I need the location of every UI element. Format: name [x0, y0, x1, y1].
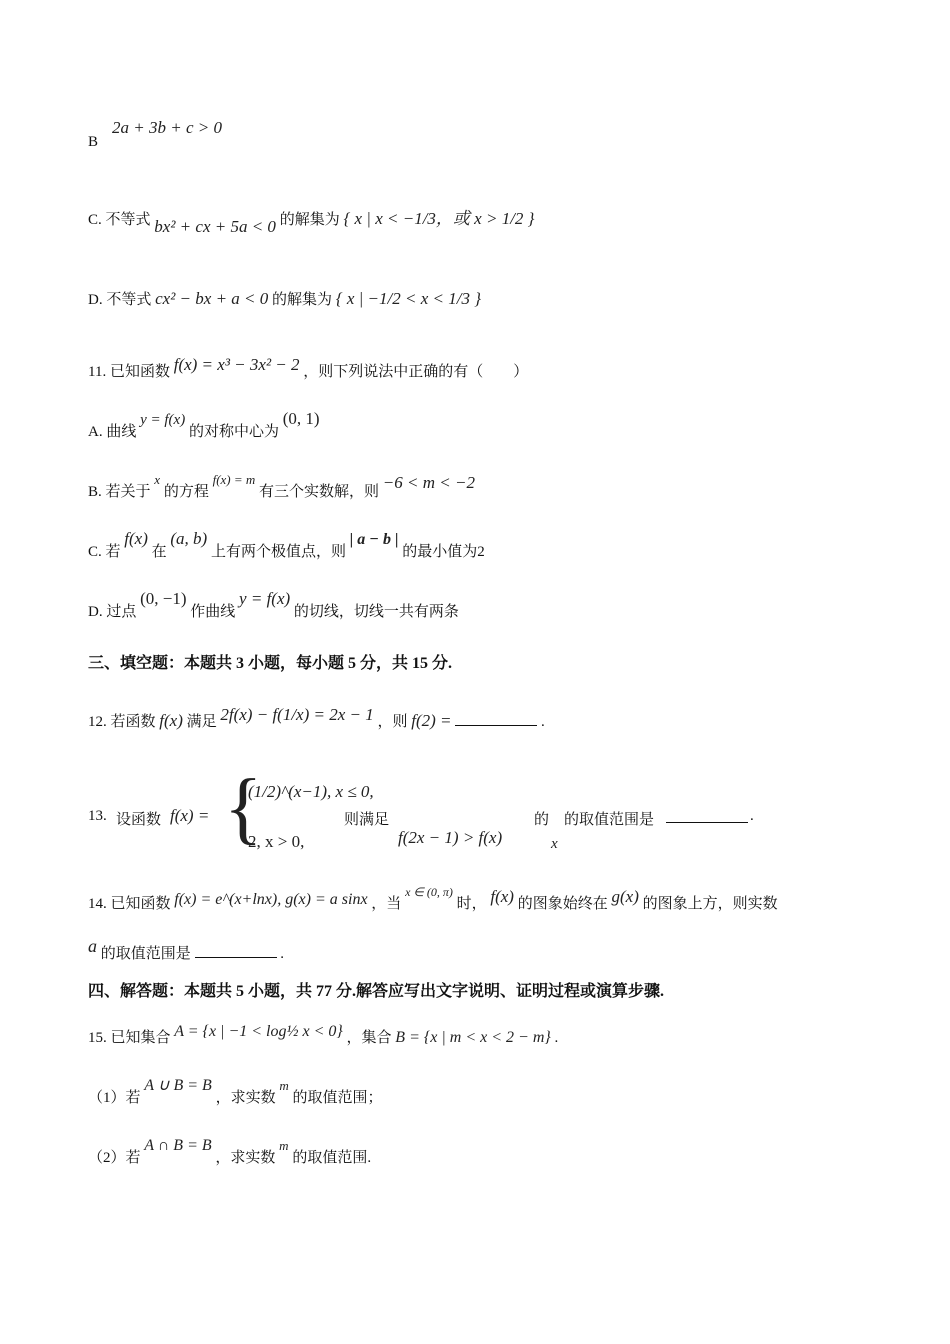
q12-pre: 若函数	[110, 714, 156, 730]
q11-b-mid2: 有三个实数解，则	[259, 484, 380, 500]
q11-c-function: f(x)	[124, 529, 148, 548]
q10-option-d-mid: 的解集为	[272, 292, 333, 308]
q11-option-b	[88, 472, 475, 501]
q11-stem-pre: 已知函数	[109, 364, 170, 380]
q14-line2	[88, 936, 285, 963]
q15-set-a: A = {x | −1 < log½ x < 0}	[174, 1023, 343, 1040]
q10-option-b-label: B	[88, 134, 99, 150]
q15-part1	[88, 1077, 383, 1107]
q11-c-label: C.	[88, 544, 102, 560]
q11-b-label: B.	[88, 484, 102, 500]
q13-number: 13.	[88, 808, 107, 824]
q15-number: 15.	[88, 1030, 107, 1046]
q10-option-d	[88, 288, 481, 309]
q13-case1: (1/2)^(x−1), x ≤ 0,	[248, 782, 374, 801]
q15-end: .	[554, 1030, 559, 1046]
q11-d-curve: y = f(x)	[239, 589, 291, 608]
q11-b-mid1: 的方程	[163, 484, 209, 500]
q11-d-point: (0, −1)	[140, 589, 187, 608]
q10-option-c-label: C.	[88, 212, 102, 228]
q11-a-curve: y = f(x)	[140, 412, 186, 428]
q11-b-equation: f(x) = m	[212, 472, 256, 487]
q15-p2-var: m	[279, 1138, 289, 1153]
q13-var: x	[551, 836, 558, 852]
q12-equation: 2f(x) − f(1/x) = 2x − 1	[220, 705, 374, 724]
q11-a-mid: 的对称中心为	[188, 424, 279, 440]
q12-post1: ，则	[377, 714, 408, 730]
q14-g: g(x)	[611, 887, 639, 906]
q11-b-range: −6 < m < −2	[382, 473, 475, 492]
q11-d-post: 的切线，切线一共有两条	[293, 604, 459, 620]
q10-option-d-inequality: cx² − bx + a < 0	[155, 289, 269, 308]
q15-part2	[88, 1137, 372, 1167]
q14-mid2: 时，	[456, 896, 487, 912]
q10-option-c-mid: 的解集为	[279, 212, 340, 228]
q11-c-pre: 若	[105, 544, 121, 560]
q15-pre: 已知集合	[110, 1030, 171, 1046]
section-3-heading: 三、填空题：本题共 3 小题，每小题 5 分，共 15 分.	[88, 655, 453, 672]
q11-c-mid1: 在	[151, 544, 167, 560]
q15-p2-post: 的取值范围.	[292, 1150, 372, 1166]
q13-end: .	[750, 808, 754, 824]
q14-var-a: a	[88, 936, 97, 956]
q15-set-b: B = {x | m < x < 2 − m}	[395, 1029, 551, 1046]
q13-mid1: 则满足	[344, 812, 390, 828]
q11-b-pre: 若关于	[105, 484, 151, 500]
q11-c-abs: | a − b |	[349, 531, 399, 548]
q15-p1-var: m	[279, 1078, 289, 1093]
q11-option-c	[88, 529, 485, 561]
q15-p1-post: 的取值范围；	[292, 1090, 383, 1106]
q12-answer-blank[interactable]	[455, 711, 537, 726]
q14-answer-blank[interactable]	[195, 943, 277, 958]
q11-d-pre: 过点	[106, 604, 137, 620]
q12-function: f(x)	[159, 711, 183, 730]
q11-a-point: (0, 1)	[282, 409, 320, 428]
q15-p2-mid: ，求实数	[215, 1150, 276, 1166]
q15-p2-label: （2）若	[88, 1150, 141, 1166]
q14-functions: f(x) = e^(x+lnx), g(x) = a sinx	[174, 891, 368, 908]
q11-option-a	[88, 409, 320, 441]
q12-post2: .	[541, 714, 545, 730]
q11-a-label: A.	[88, 424, 103, 440]
q12-mid: 满足	[186, 714, 217, 730]
q11-function: f(x) = x³ − 3x² − 2	[173, 355, 300, 374]
q12-number: 12.	[88, 714, 107, 730]
q15-mid: ，集合	[346, 1030, 392, 1046]
q13-pre: 设函数	[116, 812, 162, 828]
q14-end: .	[280, 946, 285, 962]
q11-a-pre: 曲线	[106, 424, 137, 440]
q13-post: 的取值范围是	[564, 812, 655, 828]
q11-d-mid: 作曲线	[190, 604, 236, 620]
q11-c-post: 的最小值为2	[402, 544, 485, 560]
q11-c-mid2: 上有两个极值点，则	[210, 544, 346, 560]
q14-post: 的图象上方，则实数	[642, 896, 778, 912]
q14-f: f(x)	[490, 887, 514, 906]
q14-line1	[88, 885, 778, 913]
q13-condition: f(2x − 1) > f(x)	[398, 828, 503, 847]
q14-domain: x ∈ (0, π)	[405, 885, 453, 899]
q11-stem	[88, 355, 529, 381]
q13-brace: {	[224, 764, 263, 852]
q15-p1-condition: A ∪ B = B	[144, 1077, 212, 1094]
q14-mid3: 的图象始终在	[517, 896, 608, 912]
q13-case2: 2, x > 0,	[248, 832, 305, 851]
q14-number: 14.	[88, 896, 107, 912]
q15-p1-mid: ，求实数	[215, 1090, 276, 1106]
q11-option-d	[88, 589, 459, 621]
section-4-heading: 四、解答题：本题共 5 小题，共 77 分.解答应写出文字说明、证明过程或演算步骤.	[88, 983, 665, 1000]
q11-c-interval: (a, b)	[170, 529, 208, 548]
q13-answer-blank[interactable]	[666, 808, 748, 823]
q11-stem-post: ，则下列说法中正确的有（ ）	[303, 364, 529, 380]
q15-p2-condition: A ∩ B = B	[144, 1137, 212, 1154]
q10-option-c-set: { x | x < −1/3，或 x > 1/2 }	[343, 209, 535, 228]
q14-mid1: ，当	[371, 896, 402, 912]
q13	[88, 764, 888, 858]
q10-option-c-inequality: bx² + cx + 5a < 0	[154, 217, 276, 236]
q10-option-d-set: { x | −1/2 < x < 1/3 }	[335, 289, 482, 308]
q15-stem	[88, 1023, 559, 1047]
q10-option-b-math: 2a + 3b + c > 0	[112, 118, 222, 137]
q13-mid2: 的	[534, 812, 550, 828]
q13-function: f(x) =	[170, 806, 210, 825]
q12	[88, 705, 545, 731]
q11-number: 11.	[88, 364, 107, 380]
q10-option-c-pre: 不等式	[105, 212, 151, 228]
q15-p1-label: （1）若	[88, 1090, 141, 1106]
q12-ask: f(2) =	[411, 711, 452, 730]
q11-b-var: x	[154, 472, 161, 487]
q10-option-d-pre: 不等式	[106, 292, 152, 308]
q14-pre: 已知函数	[110, 896, 171, 912]
q11-d-label: D.	[88, 604, 103, 620]
q10-option-d-label: D.	[88, 292, 103, 308]
q10-option-c	[88, 204, 535, 236]
q14-line2-post: 的取值范围是	[100, 946, 191, 962]
